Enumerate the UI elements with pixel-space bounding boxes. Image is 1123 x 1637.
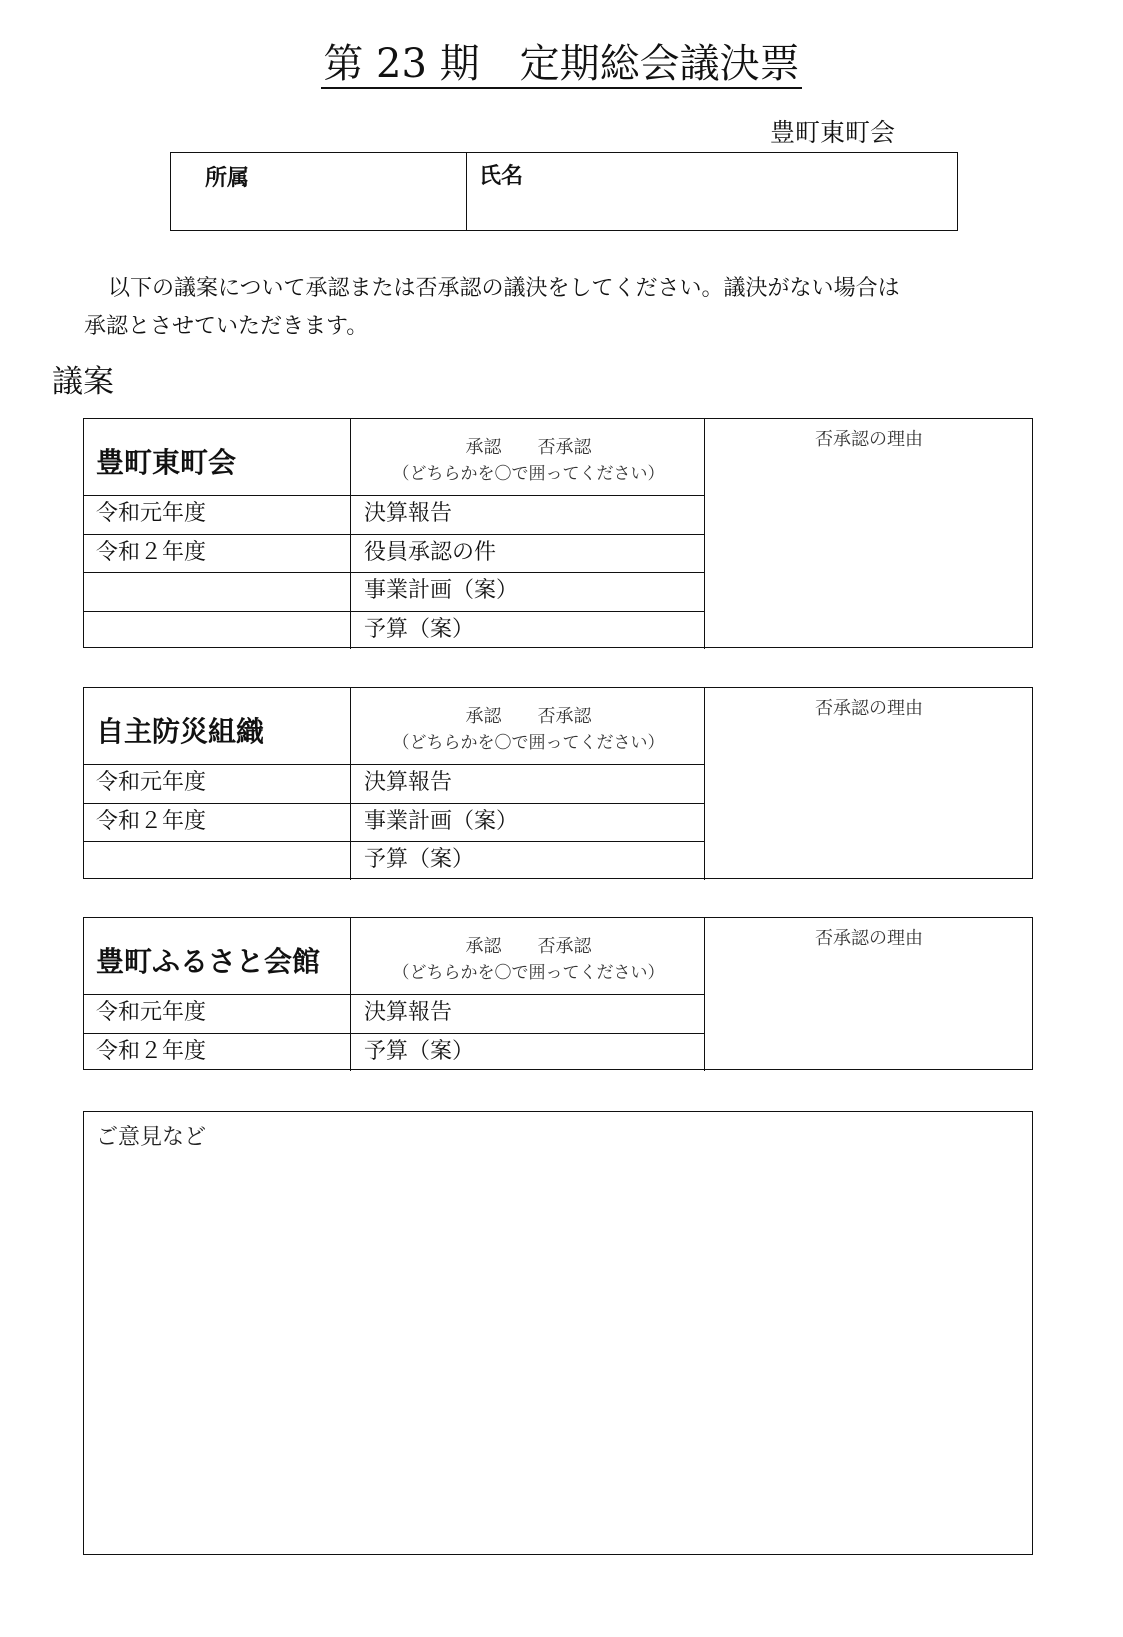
member-info-box <box>170 152 958 231</box>
fiscal-year-cell: 令和２年度 <box>96 1038 207 1064</box>
proposal-table <box>83 687 1033 879</box>
agenda-item-cell: 決算報告 <box>364 1000 453 1025</box>
name-field[interactable]: 氏名 <box>479 163 524 189</box>
row-divider <box>84 803 704 804</box>
row-divider <box>84 1033 704 1034</box>
row-divider <box>84 841 704 842</box>
agenda-item-cell: 事業計画（案） <box>364 808 519 834</box>
member-box-divider <box>466 153 467 230</box>
organization-name: 豊町東町会 <box>770 118 896 147</box>
agenda-item-cell: 決算報告 <box>364 501 453 526</box>
vote-options[interactable]: 承認 否承認 <box>465 936 592 957</box>
proposal-table <box>83 418 1033 648</box>
page-title: 第 23 期 定期総会議決票 <box>323 41 800 87</box>
fiscal-year-cell: 令和元年度 <box>96 1000 207 1025</box>
row-divider <box>84 611 704 612</box>
agenda-item-cell: 予算（案） <box>364 847 475 872</box>
intro-line-2: 承認とさせていただきます。 <box>84 314 369 339</box>
table-organization-name: 自主防災組織 <box>96 715 265 748</box>
fiscal-year-cell: 令和２年度 <box>96 539 207 565</box>
proposal-table <box>83 917 1033 1070</box>
rejection-reason-label: 否承認の理由 <box>815 698 923 719</box>
fiscal-year-cell: 令和元年度 <box>96 770 207 795</box>
vote-options[interactable]: 承認 否承認 <box>465 437 592 458</box>
comments-label: ご意見など <box>96 1125 207 1150</box>
agenda-item-cell: 決算報告 <box>364 770 453 795</box>
agenda-item-cell: 役員承認の件 <box>364 539 497 565</box>
vote-instruction: （どちらかを〇で囲ってください） <box>392 733 665 753</box>
row-divider <box>84 495 704 496</box>
rejection-reason-label: 否承認の理由 <box>815 928 923 949</box>
row-divider <box>84 764 704 765</box>
fiscal-year-cell: 令和元年度 <box>96 501 207 526</box>
agenda-item-cell: 予算（案） <box>364 1038 475 1064</box>
table-organization-name: 豊町ふるさと会館 <box>96 945 321 978</box>
row-divider <box>84 534 704 535</box>
section-heading: 議案 <box>52 364 114 400</box>
intro-paragraph <box>84 270 1034 346</box>
fiscal-year-cell: 令和２年度 <box>96 808 207 834</box>
rejection-reason-label: 否承認の理由 <box>815 429 923 450</box>
vote-instruction: （どちらかを〇で囲ってください） <box>392 963 665 983</box>
row-divider <box>84 994 704 995</box>
vote-instruction: （どちらかを〇で囲ってください） <box>392 464 665 484</box>
intro-line-1: 以下の議案について承認または否承認の議決をしてください。議決がない場合は <box>108 276 900 301</box>
agenda-item-cell: 事業計画（案） <box>364 578 519 603</box>
row-divider <box>84 572 704 573</box>
comments-box[interactable] <box>83 1111 1033 1555</box>
vote-options[interactable]: 承認 否承認 <box>465 706 592 727</box>
agenda-item-cell: 予算（案） <box>364 616 475 642</box>
affiliation-field[interactable]: 所属 <box>205 165 250 191</box>
table-organization-name: 豊町東町会 <box>96 446 237 479</box>
